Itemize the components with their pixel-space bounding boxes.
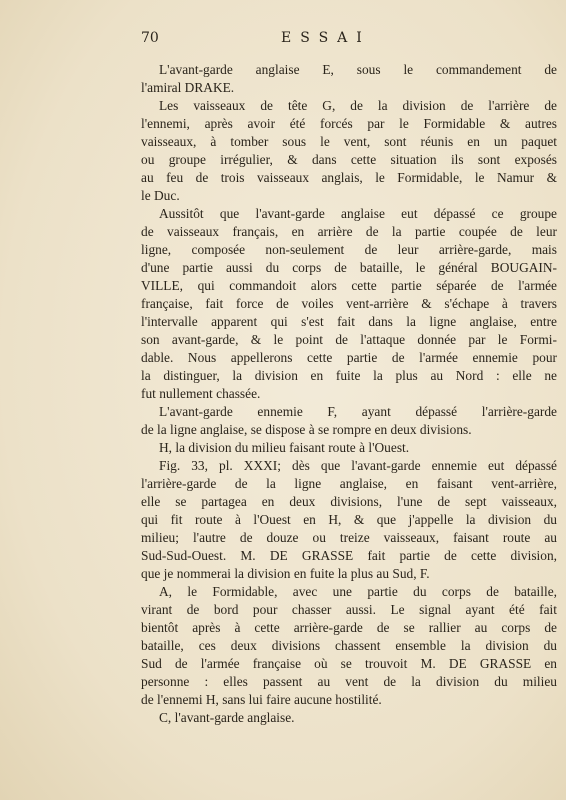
text-line: vaisseaux, à tomber sous le vent, sont réunis en un paquet (141, 134, 557, 149)
text-line: ou groupe irrégulier, & dans cette situation ils sont exposés (141, 152, 557, 167)
text-line: l'arrière-garde de la ligne anglaise, en faisant vent-arrière, (141, 476, 557, 491)
text-line: C, l'avant-garde anglaise. (159, 710, 295, 725)
paragraph (141, 205, 557, 403)
text-line: l'intervalle apparent qui s'est fait dans la ligne anglaise, entre (141, 314, 557, 329)
text-line: l'ennemi, après avoir été forcés par le Formidable & autres (141, 116, 557, 131)
text-line: Aussitôt que l'avant-garde anglaise eut dépassé ce groupe (159, 206, 557, 221)
text-line: Sud-Sud-Ouest. M. DE GRASSE fait partie de cette division, (141, 548, 557, 563)
text-line: A, le Formidable, avec une partie du corps de bataille, (159, 584, 557, 599)
running-head: ESSAI (281, 30, 371, 46)
paragraph (141, 709, 557, 727)
text-line: française, fait force de voiles vent-arrière & s'échape à travers (141, 296, 557, 311)
paragraph (141, 583, 557, 709)
text-line: bataille, ces deux divisions chassent ensemble la division du (141, 638, 557, 653)
text-line: Les vaisseaux de tête G, de la division de l'arrière de (159, 98, 557, 113)
paragraph (141, 403, 557, 439)
text-line: H, la division du milieu faisant route à l'Ouest. (159, 440, 410, 455)
text-line: qui fit route à l'Ouest en H, & que j'appelle la division du (141, 512, 557, 527)
text-line: de vaisseaux français, en arrière de la partie coupée de leur (141, 224, 557, 239)
text-line: que je nommerai la division en fuite la plus au Sud, F. (141, 566, 430, 581)
text-line: d'une partie aussi du corps de bataille, le général BOUGAIN- (141, 260, 557, 275)
text-line: au feu de trois vaisseaux anglais, le Formidable, le Namur & (141, 170, 557, 185)
paragraph (141, 61, 557, 97)
paragraph (141, 457, 557, 583)
text-line: le Duc. (141, 188, 180, 203)
text-line: Fig. 33, pl. XXXI; dès que l'avant-garde ennemie eut dépassé (159, 458, 557, 473)
text-line: de l'ennemi H, sans lui faire aucune hostilité. (141, 692, 382, 707)
text-line: dable. Nous appellerons cette partie de l'armée ennemie pour (141, 350, 557, 365)
text-line: personne : elles passent au vent de la division du milieu (141, 674, 557, 689)
paragraph (141, 439, 557, 457)
text-line: L'avant-garde ennemie F, ayant dépassé l'arrière-garde (159, 404, 557, 419)
text-line: ligne, composée non-seulement de leur arrière-garde, mais (141, 242, 557, 257)
page-number: 70 (141, 30, 159, 46)
text-line: virant de bord pour chasser aussi. Le signal ayant été fait (141, 602, 557, 617)
text-line: L'avant-garde anglaise E, sous le commandement de (159, 62, 557, 77)
text-line: elle se partagea en deux divisions, l'une de sept vaisseaux, (141, 494, 557, 509)
paragraph (141, 97, 557, 205)
text-line: VILLE, qui commandoit alors cette partie séparée de l'armée (141, 278, 557, 293)
text-line: Sud de l'armée française où se trouvoit M. DE GRASSE en (141, 656, 557, 671)
text-line: fut nullement chassée. (141, 386, 261, 401)
text-line: bientôt après à cette arrière-garde de se rallier au corps de (141, 620, 557, 635)
page-header (141, 30, 561, 50)
text-line: l'amiral DRAKE. (141, 80, 235, 95)
body-text (141, 61, 557, 727)
text-line: son avant-garde, & le point de l'attaque donnée par le Formi- (141, 332, 557, 347)
text-line: milieu; l'autre de douze ou treize vaisseaux, faisant route au (141, 530, 557, 545)
text-line: de la ligne anglaise, se dispose à se rompre en deux divisions. (141, 422, 472, 437)
text-line: la distinguer, la division en fuite la plus au Nord : elle ne (141, 368, 557, 383)
